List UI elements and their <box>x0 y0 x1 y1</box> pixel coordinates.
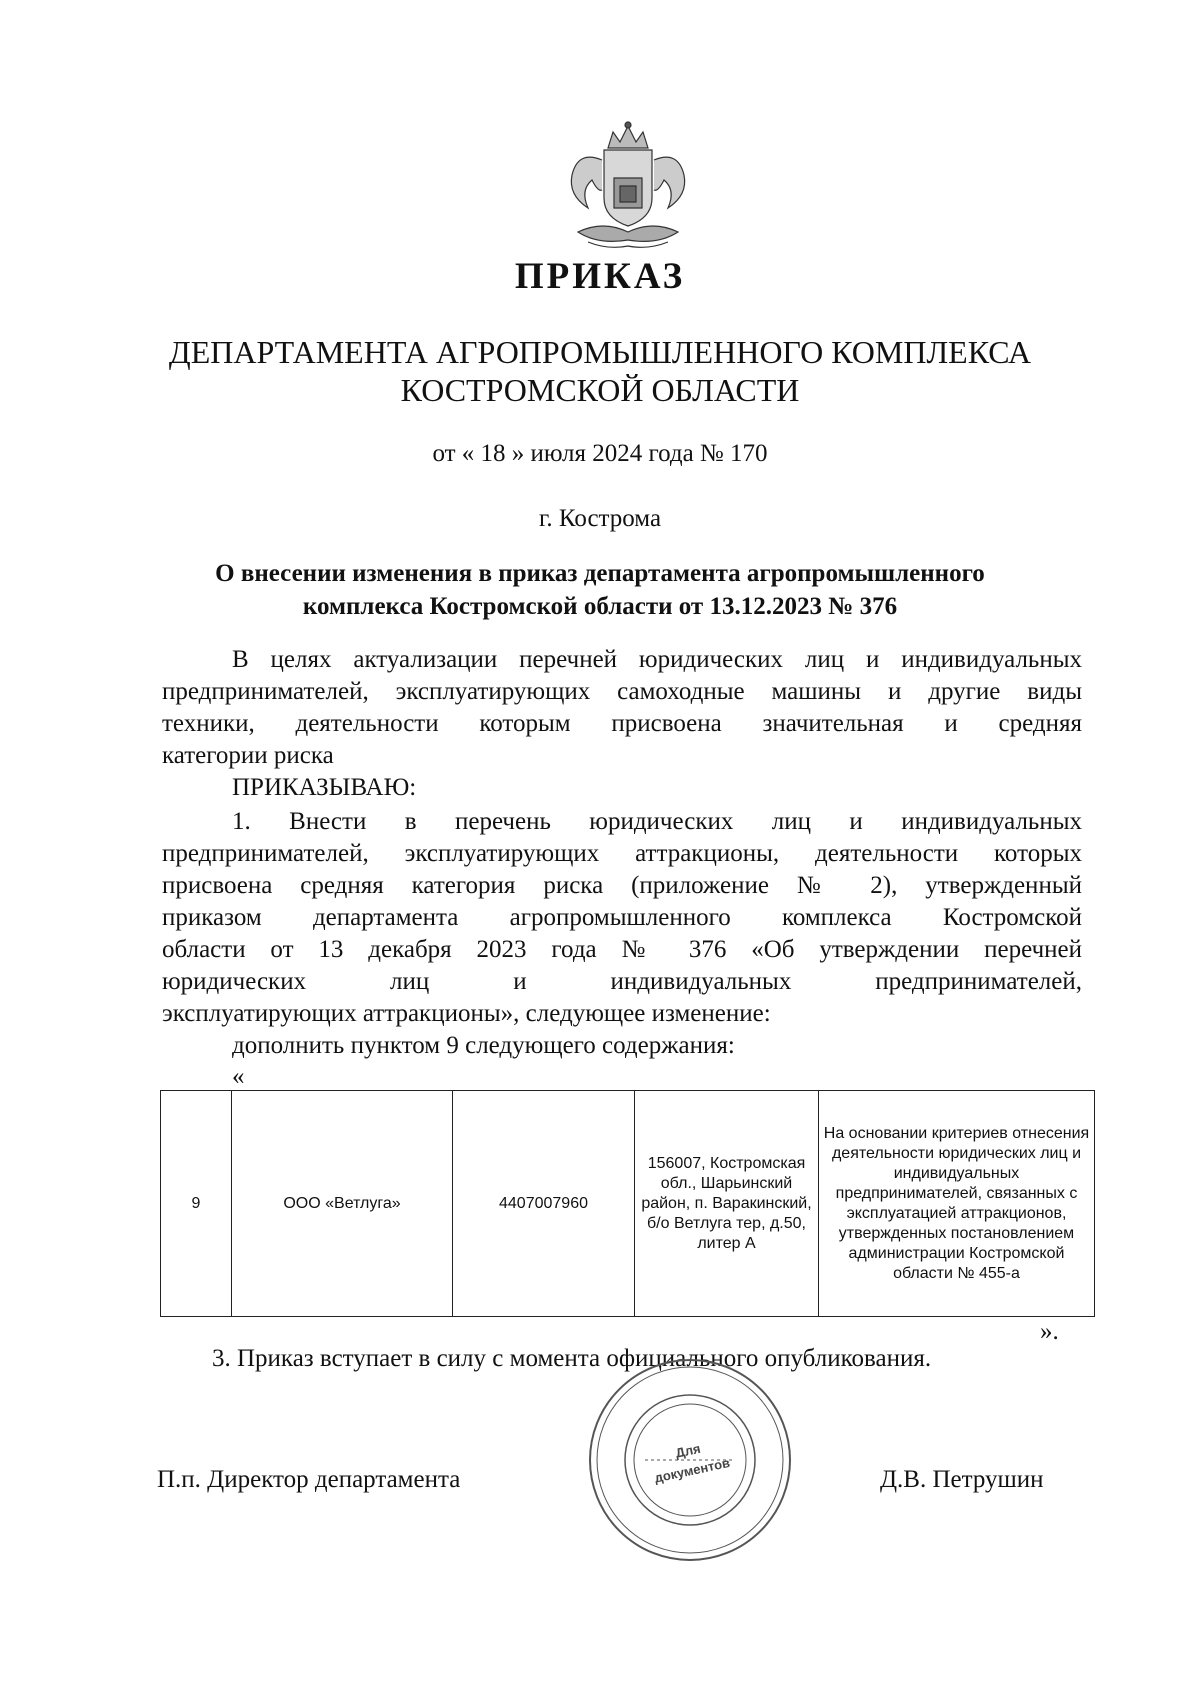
quote-open: « <box>232 1063 245 1090</box>
signatory-position: П.п. Директор департамента <box>157 1466 461 1493</box>
supplement-line <box>162 1030 1082 1062</box>
signatory-name: Д.В. Петрушин <box>880 1466 1044 1493</box>
cell-org-name: ООО «Ветлуга» <box>232 1091 453 1317</box>
svg-text:Для: Для <box>674 1440 702 1461</box>
item-1-line: области от 13 декабря 2023 года № 376 «Об утверждении перечней <box>162 936 1082 963</box>
prikazyvayu-text: ПРИКАЗЫВАЮ: <box>232 774 417 801</box>
order-word <box>162 772 1082 804</box>
document-title: ПРИКАЗ <box>514 256 686 297</box>
subject-line-2: комплекса Костромской области от 13.12.2023 № 376 <box>302 593 898 620</box>
item-1-line: 1. Внести в перечень юридических лиц и индивидуальных <box>232 808 1082 835</box>
preamble-line: категории риска <box>162 742 334 769</box>
supplement-text: дополнить пунктом 9 следующего содержания: <box>232 1032 735 1059</box>
department-name <box>0 333 1200 409</box>
subject-line-1: О внесении изменения в приказ департамента агропромышленного <box>215 560 985 587</box>
svg-text:документов: документов <box>653 1454 732 1486</box>
preamble-line: техники, деятельности которым присвоена значительная и средняя <box>162 710 1082 737</box>
preamble-line: предпринимателей, эксплуатирующих самоходные машины и другие виды <box>162 678 1082 705</box>
quote-close: ». <box>1040 1318 1059 1345</box>
order-subject <box>140 557 1060 623</box>
order-date-number: от « 18 » июля 2024 года № 170 <box>432 440 768 467</box>
cell-inn: 4407007960 <box>453 1091 635 1317</box>
department-line-1: ДЕПАРТАМЕНТА АГРОПРОМЫШЛЕННОГО КОМПЛЕКСА <box>168 334 1032 370</box>
item-1-line: приказом департамента агропромышленного комплекса Костромской <box>162 904 1082 931</box>
official-stamp-icon <box>585 1355 795 1565</box>
coat-of-arms-icon <box>558 120 698 255</box>
item-3-text: 3. Приказ вступает в силу с момента официального опубликования. <box>212 1345 932 1372</box>
cell-number: 9 <box>161 1091 232 1317</box>
item-1-line: присвоена средняя категория риска (приложение № 2), утвержденный <box>162 872 1082 899</box>
item-1-line: эксплуатирующих аттракционы», следующее изменение: <box>162 1000 771 1027</box>
appendix-table <box>160 1090 1095 1317</box>
table-row <box>161 1091 1095 1317</box>
item-1-line: юридических лиц и индивидуальных предпринимателей, <box>162 968 1082 995</box>
cell-address: 156007, Костромская обл., Шарьинский район, п. Варакинский, б/о Ветлуга тер, д.50, литер А <box>635 1091 819 1317</box>
item-1-paragraph <box>162 806 1082 1030</box>
preamble-paragraph <box>162 644 1082 772</box>
order-city: г. Кострома <box>538 505 662 532</box>
preamble-line: В целях актуализации перечней юридических лиц и индивидуальных <box>232 646 1082 673</box>
department-line-2: КОСТРОМСКОЙ ОБЛАСТИ <box>400 372 800 408</box>
cell-basis: На основании критериев отнесения деятельности юридических лиц и индивидуальных предпринимателей, связанных с эксплуатацией аттракционов, утвержденных постановлением администрации Костромской области № 455-а <box>819 1091 1095 1317</box>
item-1-line: предпринимателей, эксплуатирующих аттракционы, деятельности которых <box>162 840 1082 867</box>
